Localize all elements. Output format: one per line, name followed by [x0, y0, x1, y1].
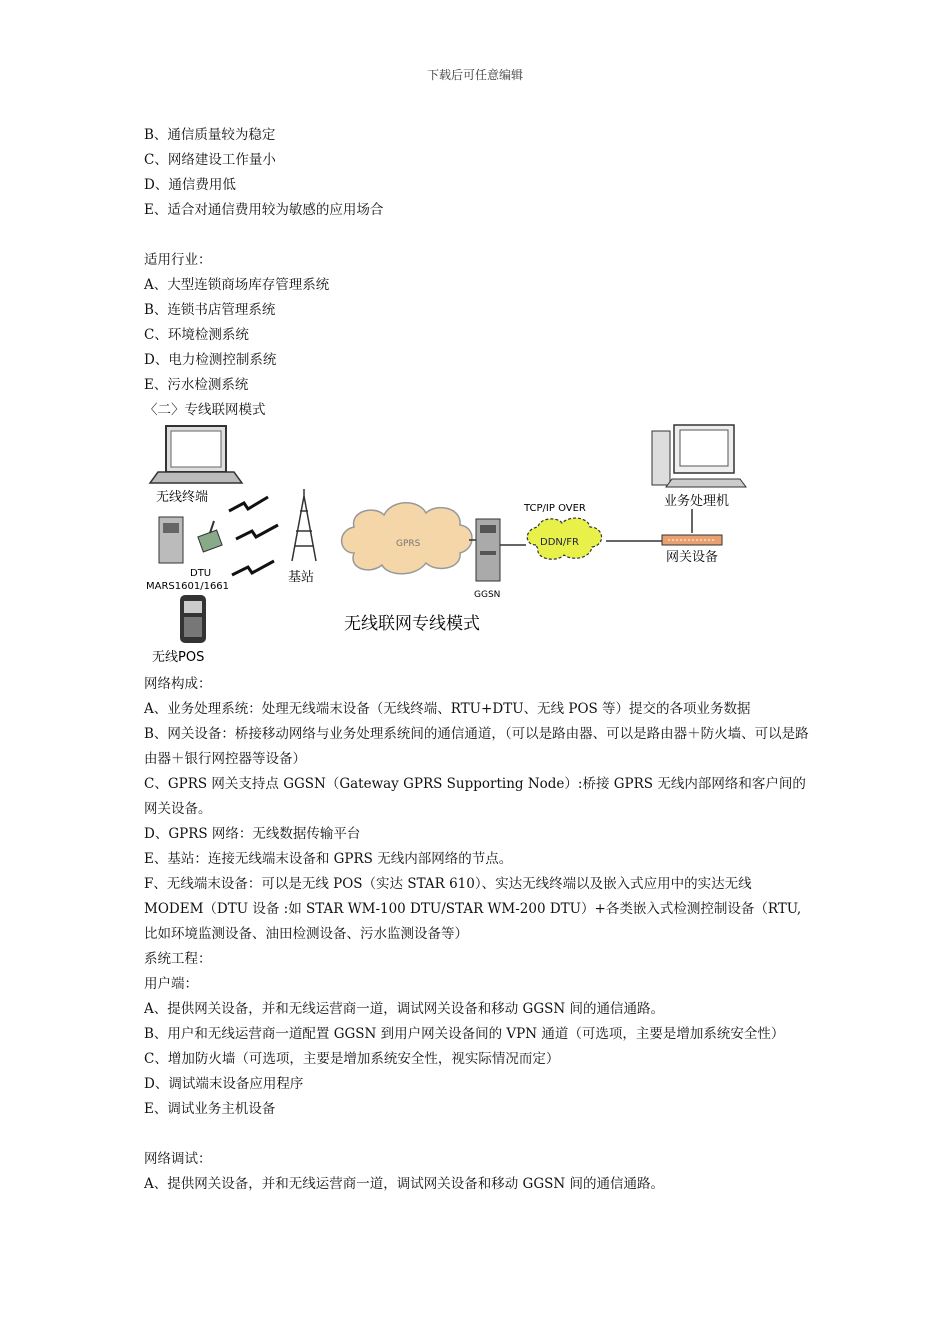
user-side-title: 用户端： — [144, 976, 198, 992]
section-title: 〈二〉专线联网模式 — [144, 402, 266, 418]
user-side-item: A、提供网关设备，并和无线运营商一道，调试网关设备和移动 GGSN 间的通信通路。 — [144, 1001, 664, 1017]
terminal-label: 无线终端 — [156, 490, 209, 505]
server-computer-icon — [652, 425, 746, 487]
laptop-icon — [150, 426, 242, 483]
debug-item: A、提供网关设备，并和无线运营商一道，调试网关设备和移动 GGSN 间的通信通路。 — [144, 1176, 664, 1192]
debug-title: 网络调试： — [144, 1151, 212, 1167]
dtu-label: DTU — [190, 568, 212, 579]
top-text-block — [144, 123, 814, 423]
blank-line — [144, 1122, 814, 1147]
network-item: D、GPRS 网络：无线数据传输平台 — [144, 826, 361, 842]
diagram-caption: 无线联网专线模式 — [344, 614, 480, 634]
gateway-label: 网关设备 — [666, 550, 719, 565]
user-side-item: B、用户和无线运营商一道配置 GGSN 到用户网关设备间的 VPN 通道（可选项，主要是增加系统安全性） — [144, 1026, 785, 1042]
dtu-model-label: MARS1601/1661 — [146, 581, 230, 592]
tcpip-label: TCP/IP OVER — [524, 503, 586, 514]
industry-item: C、环境检测系统 — [144, 327, 249, 343]
ggsn-label: GGSN — [474, 590, 501, 600]
network-item: E、基站：连接无线端末设备和 GPRS 无线内部网络的节点。 — [144, 851, 513, 867]
network-item: B、网关设备：桥接移动网络与业务处理系统间的通信通道，（可以是路由器、可以是路由器＋防火墙、可以是路由器＋银行网控器等设备） — [144, 726, 809, 767]
pos-label: 无线POS — [152, 650, 205, 665]
industry-item: A、大型连锁商场库存管理系统 — [144, 277, 330, 293]
network-item: C、GPRS 网关支持点 GGSN（Gateway GPRS Supporting Node）:桥接 GPRS 无线内部网络和客户间的网关设备。 — [144, 776, 806, 817]
blank-line — [144, 223, 814, 248]
user-side-item: E、调试业务主机设备 — [144, 1101, 276, 1117]
engineering-title: 系统工程： — [144, 951, 212, 967]
ddn-label: DDN/FR — [540, 537, 579, 548]
wireless-signal-icon — [229, 497, 278, 575]
feature-item: E、适合对通信费用较为敏感的应用场合 — [144, 202, 384, 218]
network-diagram — [144, 421, 774, 671]
ggsn-server-icon — [476, 519, 500, 581]
industry-item: D、电力检测控制系统 — [144, 352, 277, 368]
feature-item: D、通信费用低 — [144, 177, 236, 193]
gateway-device-icon — [662, 535, 722, 545]
network-item: A、业务处理系统：处理无线端末设备（无线终端、RTU+DTU、无线 POS 等）提交的各项业务数据 — [144, 701, 751, 717]
pos-icon — [180, 595, 206, 643]
industries-title: 适用行业： — [144, 252, 212, 268]
server-label: 业务处理机 — [664, 494, 730, 509]
industry-item: E、污水检测系统 — [144, 377, 249, 393]
bottom-text-block — [144, 672, 814, 1197]
page-header: 下载后可任意编辑 — [426, 68, 523, 82]
network-title: 网络构成： — [144, 676, 212, 692]
dtu-device-icon — [159, 517, 222, 563]
user-side-item: C、增加防火墙（可选项，主要是增加系统安全性，视实际情况而定） — [144, 1051, 560, 1067]
user-side-item: D、调试端末设备应用程序 — [144, 1076, 304, 1092]
feature-item: B、通信质量较为稳定 — [144, 127, 276, 143]
feature-item: C、网络建设工作量小 — [144, 152, 276, 168]
base-station-label: 基站 — [288, 570, 315, 585]
base-station-icon — [292, 489, 316, 561]
gprs-label: GPRS — [396, 539, 421, 549]
network-item: F、无线端末设备：可以是无线 POS（实达 STAR 610）、实达无线终端以及嵌入式应用中的实达无线 MODEM（DTU 设备 :如 STAR WM-100 DTU/STAR WM-200 DTU）+各类嵌入式检测控制设备（RTU,比如环境监测设备、油田检测设备、污水监测设备等） — [144, 876, 802, 942]
industry-item: B、连锁书店管理系统 — [144, 302, 276, 318]
